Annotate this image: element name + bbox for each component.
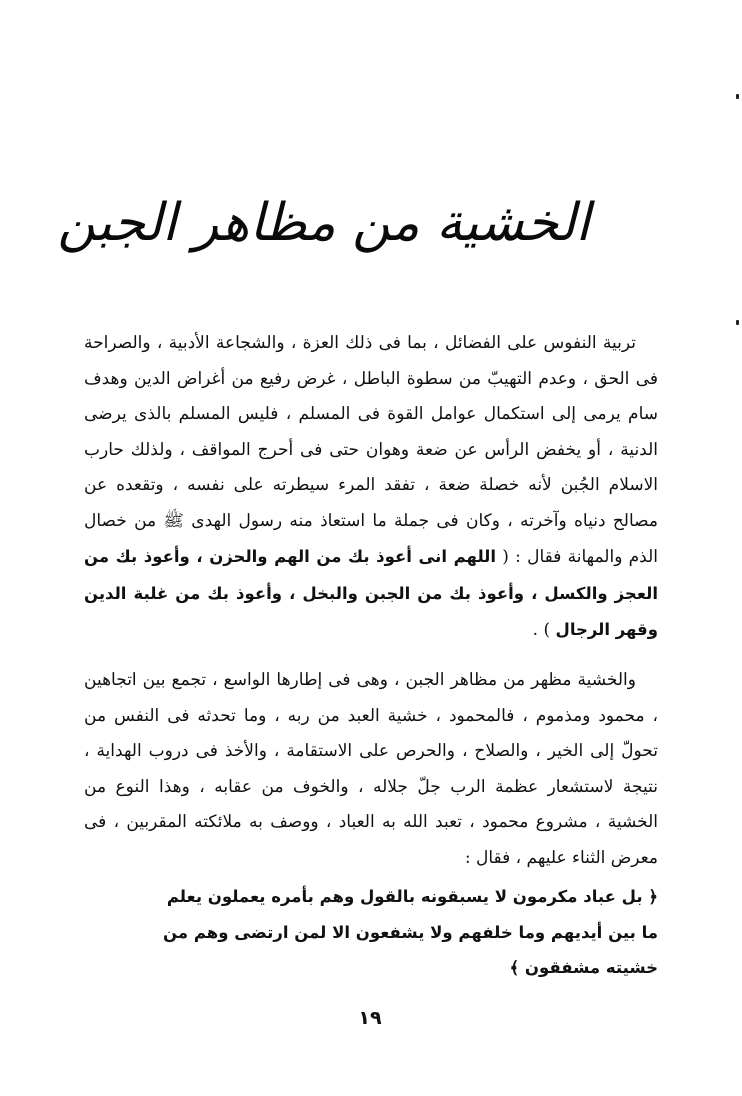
verse-line: ﴿ بل عباد مكرمون لا يسبقونه بالقول وهم بأمره يعملون يعلم bbox=[166, 887, 658, 906]
paragraph-2-text: والخشية مظهر من مظاهر الجبن ، وهى فى إطارها الواسع ، تجمع بين اتجاهين ، محمود ومذموم ، فالمحمود ، خشية العبد من ربه ، وما تحدثه فى النفس من تحولّ إلى الخير ، والصلاح ، والحرص على الاستقامة ، والأخذ فى دروب الهداية ، نتيجة لاستشعار عظمة الرب جلّ جلاله ، والخوف من عقابه ، وهذا النوع من الخشية ، مشروع محمود ، تعبد الله به العباد ، ووصف به ملائكته المقربين ، فى معرض الثناء عليهم ، فقال : bbox=[84, 670, 658, 868]
paragraph-1 bbox=[84, 326, 658, 649]
scan-speck bbox=[736, 320, 739, 325]
verse-line: خشيته مشفقون ﴾ bbox=[509, 958, 658, 977]
chapter-heading: الخشية من مظاهر الجبن bbox=[57, 193, 590, 253]
paragraph-2 bbox=[84, 663, 658, 876]
verse-line: ما بين أيديهم وما خلفهم ولا يشفعون الا لمن ارتضى وهم من bbox=[163, 922, 658, 942]
paragraph-1-close: ) . bbox=[532, 620, 551, 640]
page-number: ١٩ bbox=[358, 1007, 382, 1029]
quran-verse bbox=[84, 879, 658, 986]
hadith-quote: اللهم انى أعوذ بك من الهم والحزن ، وأعوذ بك من العجز والكسل ، وأعوذ بك من الجبن والبخل ، وأعوذ بك من غلبة الدين وقهر الرجال bbox=[84, 547, 658, 639]
paragraph-1-text: تربية النفوس على الفضائل ، بما فى ذلك العزة ، والشجاعة الأدبية ، والصراحة فى الحق ، وعدم التهيبّ من سطوة الباطل ، غرض رفيع من أغراض الدين وهدف سام يرمى إلى استكمال عوامل القوة فى المسلم ، فليس المسلم بالذى يرضى الدنية ، أو يخفض الرأس عن ضعة وهوان حتى فى أحرج المواقف ، ولذلك حارب الاسلام الجُبن لأنه خصلة ضعة ، تفقد المرء سيطرته على نفسه ، وتقعده عن مصالح دنياه وآخرته ، وكان فى جملة ما استعاذ منه رسول الهدى ﷺ من خصال الذم والمهانة فقال : ( bbox=[84, 333, 659, 567]
scan-speck bbox=[736, 94, 739, 99]
